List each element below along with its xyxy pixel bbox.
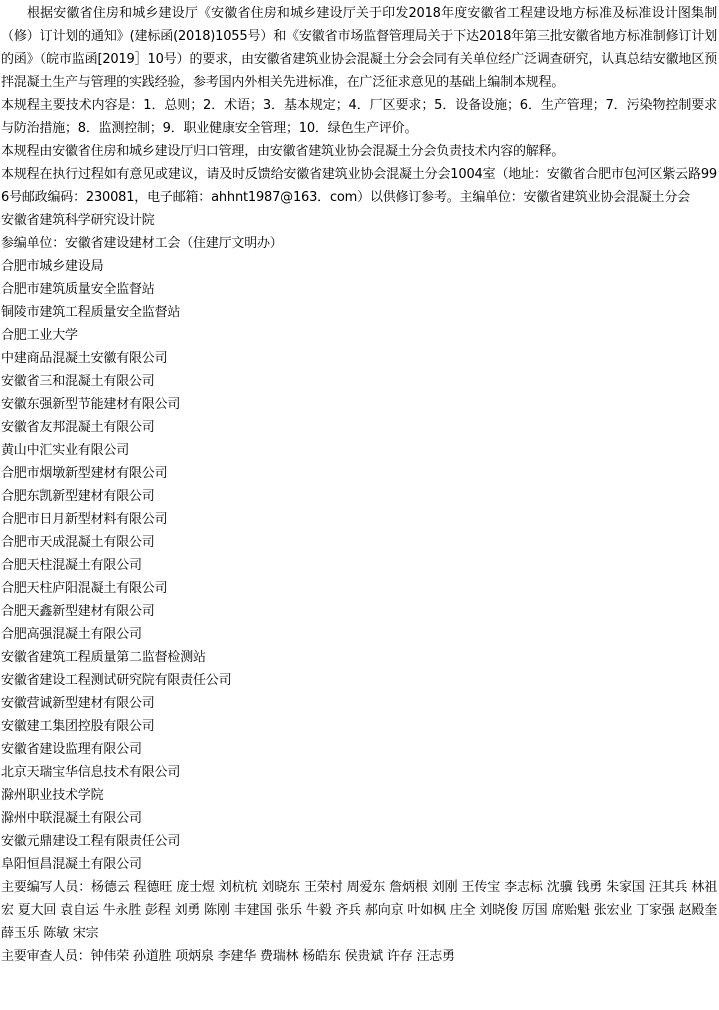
drafters-paragraph: 主要编写人员：杨德云 程德旺 庞士煜 刘杭杭 刘晓东 王荣村 周爱东 詹炳根 刘刚 王传宝 李志标 沈骥 钱勇 朱家国 汪其兵 林祖宏 夏大回 袁自运 牛永胜 彭程 刘勇 陈刚 丰建国 张乐 牛毅 齐兵 郝向京 叶如枫 庄全 刘晓俊 厉国 席贻魁 张宏业 丁家强 赵殿奎薛玉乐 陈敏 宋宗 [1,880,717,941]
chief-co-editor: 安徽省建筑科学研究设计院 [1,213,155,228]
feedback-paragraph: 本规程在执行过程如有意见或建议，请及时反馈给安徽省建筑业协会混凝土分会1004室（地址：安徽省合肥市包河区紫云路996号邮政编码：230081，电子邮箱：ahhnt1987@163．com）以供修订参考。主编单位：安徽省建筑业协会混凝土分会 [1,167,717,205]
co-editor-item: 合肥天柱混凝土有限公司 [1,558,142,573]
co-editor-item: 安徽东强新型节能建材有限公司 [1,397,181,412]
co-editor-item: 滁州职业技术学院 [1,788,104,803]
co-editor-item: 滁州中联混凝土有限公司 [1,811,142,826]
co-editor-item: 安徽元鼎建设工程有限责任公司 [1,834,181,849]
co-editor-item: 安徽省友邦混凝土有限公司 [1,420,155,435]
reviewers-paragraph: 主要审查人员：钟伟荣 孙道胜 项炳泉 李建华 费瑞林 杨皓东 侯贵斌 许存 汪志勇 [1,949,455,964]
co-editor-item: 合肥市城乡建设局 [1,259,104,274]
co-editor-item: 安徽营诚新型建材有限公司 [1,696,155,711]
co-editor-item: 合肥市烟墩新型建材有限公司 [1,466,168,481]
co-editor-item: 安徽建工集团控股有限公司 [1,719,155,734]
co-editor-item: 合肥工业大学 [1,328,78,343]
co-editor-item: 合肥市天成混凝土有限公司 [1,535,155,550]
co-editor-item: 合肥高强混凝土有限公司 [1,627,142,642]
co-editor-item: 合肥天柱庐阳混凝土有限公司 [1,581,168,596]
co-editor-item: 北京天瑞宝华信息技术有限公司 [1,765,181,780]
intro-paragraph: 根据安徽省住房和城乡建设厅《安徽省住房和城乡建设厅关于印发2018年度安徽省工程建设地方标准及标准设计图集制（修）订计划的通知》(建标函(2018)1055号）和《安徽省市场监督管理局关于下达2018年第三批安徽省地方标准制修订计划的函》（皖市监函[2019］10号）的要求，由安徽省建筑业协会混凝土分会会同有关单位经广泛调查研究，认真总结安徽地区预拌混凝土生产与管理的实践经验，参考国内外相关先进标准，在广泛征求意见的基础上编制本规程。 [1,6,717,90]
technical-content-paragraph: 本规程主要技术内容是：1．总则；2．术语；3．基本规定；4．厂区要求；5．设备设施；6．生产管理；7．污染物控制要求与防治措施；8．监测控制；9．职业健康安全管理；10．绿色生产评价。 [1,98,717,136]
co-editors-heading: 参编单位：安徽省建设建材工会（住建厅文明办） [1,236,283,251]
co-editor-item: 阜阳恒昌混凝土有限公司 [1,857,142,872]
co-editor-item: 合肥市日月新型材料有限公司 [1,512,168,527]
co-editor-item: 安徽省建设工程测试研究院有限责任公司 [1,673,232,688]
co-editor-item: 安徽省三和混凝土有限公司 [1,374,155,389]
co-editor-list [1,255,717,876]
co-editor-item: 合肥天鑫新型建材有限公司 [1,604,155,619]
co-editor-item: 安徽省建筑工程质量第二监督检测站 [1,650,206,665]
co-editor-item: 合肥市建筑质量安全监督站 [1,282,155,297]
co-editor-item: 合肥东凯新型建材有限公司 [1,489,155,504]
co-editor-item: 中建商品混凝土安徽有限公司 [1,351,168,366]
co-editor-item: 黄山中汇实业有限公司 [1,443,130,458]
co-editor-item: 安徽省建设监理有限公司 [1,742,142,757]
co-editor-item: 铜陵市建筑工程质量安全监督站 [1,305,181,320]
management-paragraph: 本规程由安徽省住房和城乡建设厅归口管理，由安徽省建筑业协会混凝土分会负责技术内容的解释。 [1,144,565,159]
